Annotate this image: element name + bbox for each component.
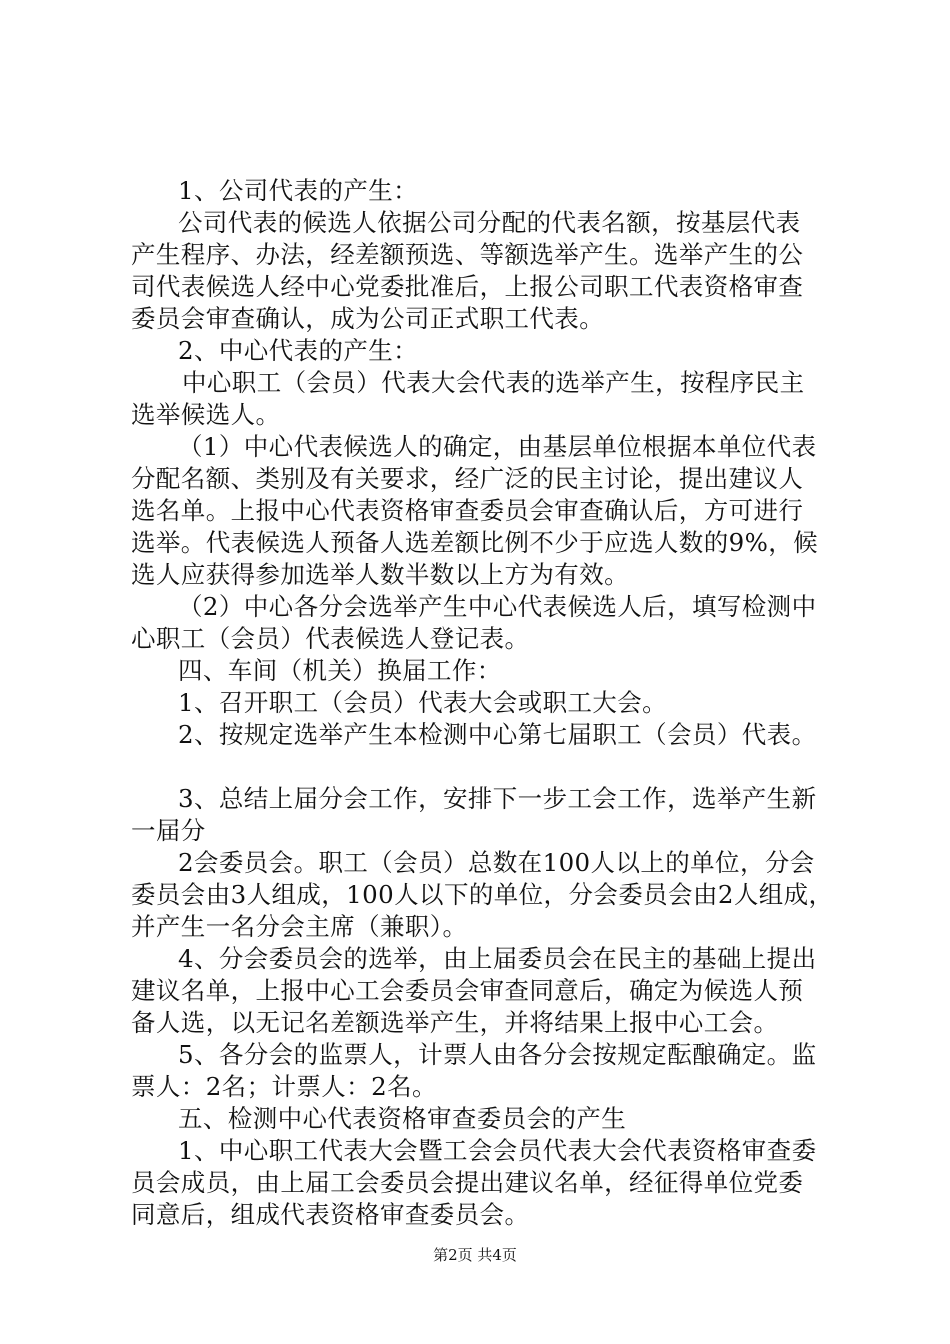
paragraph-line: 司代表候选人经中心党委批准后，上报公司职工代表资格审查: [131, 272, 804, 301]
paragraph-line: 产生程序、办法，经差额预选、等额选举产生。选举产生的公: [131, 240, 804, 269]
paragraph-line: 选人应获得参加选举人数半数以上方为有效。: [131, 560, 629, 589]
paragraph-line: 3、总结上届分会工作，安排下一步工会工作，选举产生新: [178, 784, 817, 813]
paragraph-line: 2、按规定选举产生本检测中心第七届职工（会员）代表。: [178, 720, 817, 749]
paragraph-line: 员会成员，由上届工会委员会提出建议名单，经征得单位党委: [131, 1168, 804, 1197]
section-heading: 四、车间（机关）换届工作：: [178, 656, 502, 685]
paragraph-line: 4、分会委员会的选举，由上届委员会在民主的基础上提出: [178, 944, 817, 973]
paragraph-line: （2）中心各分会选举产生中心代表候选人后，填写检测中: [178, 592, 817, 621]
paragraph-line: 5、各分会的监票人，计票人由各分会按规定酝酿确定。监: [178, 1040, 817, 1069]
paragraph-line: 同意后，组成代表资格审查委员会。: [131, 1200, 530, 1229]
section-heading: 五、检测中心代表资格审查委员会的产生: [178, 1104, 627, 1133]
paragraph-line: 备人选，以无记名差额选举产生，并将结果上报中心工会。: [131, 1008, 779, 1037]
paragraph-line: 分配名额、类别及有关要求，经广泛的民主讨论，提出建议人: [131, 464, 804, 493]
paragraph-line: （1）中心代表候选人的确定，由基层单位根据本单位代表: [178, 432, 817, 461]
paragraph-line: 中心职工（会员）代表大会代表的选举产生，按程序民主: [182, 368, 805, 397]
paragraph-line: 并产生一名分会主席（兼职）。: [131, 912, 468, 941]
paragraph-line: 心职工（会员）代表候选人登记表。: [131, 624, 530, 653]
paragraph-line: 选举。代表候选人预备人选差额比例不少于应选人数的9%，候: [131, 528, 819, 557]
paragraph-line: 建议名单，上报中心工会委员会审查同意后，确定为候选人预: [131, 976, 804, 1005]
section-heading: 2、中心代表的产生：: [178, 336, 419, 365]
paragraph-line: 1、中心职工代表大会暨工会会员代表大会代表资格审查委: [178, 1136, 817, 1165]
paragraph-line: 2会委员会。职工（会员）总数在100人以上的单位，分会: [178, 848, 815, 877]
paragraph-line: 委员会由3人组成，100人以下的单位，分会委员会由2人组成，: [131, 880, 834, 909]
page-number-footer: 第2页 共4页: [433, 1246, 517, 1264]
paragraph-line: 票人：2名；计票人：2名。: [131, 1072, 437, 1101]
paragraph-line: 选举候选人。: [131, 400, 281, 429]
paragraph-line: 公司代表的候选人依据公司分配的代表名额，按基层代表: [178, 208, 801, 237]
paragraph-line: 委员会审查确认，成为公司正式职工代表。: [131, 304, 605, 333]
paragraph-line: 1、召开职工（会员）代表大会或职工大会。: [178, 688, 668, 717]
paragraph-line: 一届分: [131, 816, 206, 845]
paragraph-line: 选名单。上报中心代表资格审查委员会审查确认后，方可进行: [131, 496, 804, 525]
section-heading: 1、公司代表的产生：: [178, 176, 419, 205]
